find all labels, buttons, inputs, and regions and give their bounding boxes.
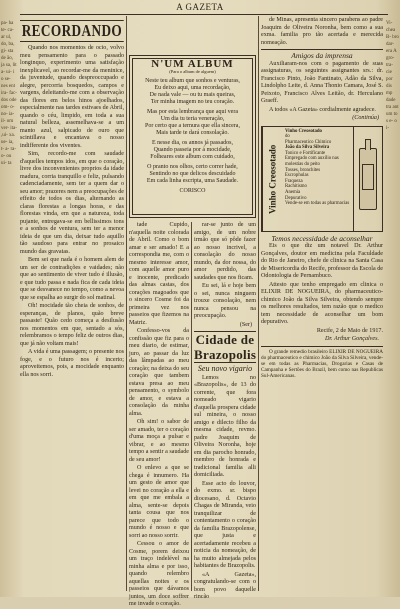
- paragraph: Cessou o amor de Cosme, porem deixou um traço indelével na minha alma e por isso, quando relembro aquellas noites e os passeios que dávamos juntos, um doce soffrer me invade o coração.: [129, 541, 189, 607]
- poem-line: Um dia tu teria veneração,: [160, 116, 225, 122]
- paragraph: rar-se junto de um amigo, de um nobre irmão que só pôde fazer ao nosso incrivel, a consolação do nosso mundo, da dor nossa, do amor perdido, das saudades que nos ficam.: [194, 222, 256, 281]
- paragraph: A vida é uma passagem; o presente nos foge, e o futuro nos é incerto; aproveitemos, pois, a mocidade enquanto ella nos sorri.: [20, 349, 124, 378]
- paragraph: de Minas, apresenta sincero parabens ao padre Joaquim de Oliveira Noronha, bem como a sua exma. familia pro tão acertada e merecida nomeação.: [261, 17, 383, 46]
- paragraph: tade Cupido, n'aquella noite colorada de Abril. Como o bom amar e ser amado! E a correspondia me, com o mesmo interesse amor, com aquelle amor puro e inocente, predicado das almas castas, dos corações magoados que o sincero Cosme foi da primeira vez nos passeios que fizemos na Matriz.: [129, 222, 189, 326]
- section-heading: Temos necessidade de aconselhar: [271, 233, 373, 243]
- poem-line: Mais tarde te dará consolação.: [156, 130, 229, 136]
- poem-signature: CORISCO: [179, 188, 206, 194]
- stanza: [135, 140, 250, 161]
- section-subheading: Seu novo vigario: [197, 364, 253, 373]
- paragraph: Attesto que tenho empregado em clinica o ELIXIR DE NOGUEIRA, do pharmaceutico-chimico João da Silva Silveira, obtendo sempre os melhores resultados, tem razão que o medico tem necessidade de aconselhar um bom depurativo.: [261, 281, 383, 325]
- right-edge-fragments: Vi- chea B- bro dar- era A gro- tra- cie por dis mp dade tra ant um to s e- o i-: [386, 21, 399, 131]
- paragraph: O enlevo a que se chega é innumero. Ha um gesto de amor que levei no coração a ella e em que me embala a alma, sente-se depois tanta cousa que nos parece que todo o mundo é nosso e que sorri ao nosso sorrir.: [129, 465, 189, 539]
- ad-line: João da Silva Silveira: [285, 145, 330, 151]
- paragraph: Esse acto do louvor, do exmo. sr. bispo diocesano, d. Octavio Chagas de Miranda, veio tranquilizar de contentamento o coração da familia Brazopolense, que justa e acertadamente recebeu a noticia da nomeação, de ha muito almejada pelos habitantes de Brazopolis.: [194, 480, 256, 569]
- paragraph: Lemos no «Brazopolis», de 13 do corrente, que fora nomeado vigario d'aquella prospera cidade sul mineira, o nosso amigo e dilecto filho da mesma cidade, revmo. padre Joaquim de Oliveira Noronha, hoje em dia parocho honrado, membro de honrada e tradicional familia alli domiciliada.: [194, 374, 256, 478]
- poem-line: Ter minha imagem no teu coração.: [150, 99, 235, 105]
- paragraph: Sim, recordo-me com saudade d'aquelles tempos idos, em que o coração, livre dos inconvenientes proprios da idade madura, corria tranquillo e feliz, pulsando cadenciadamente, sem ter a quem dar o seu amor; prazeres nem a preocupações de effeito de todos os dias, alternando as claras florestas a longas horas, e das florestas vinda, em que a natureza, toda pujante, entregava-se em bellissimos tons e a sonhos de ventura, sem ter a menor ideia de que um dia, deixar tudo aquillo tão saudoso para entrar no prosaico mundo das gravatas.: [20, 151, 124, 255]
- poem-line: Em cada linha escripta, uma Saudade.: [146, 178, 239, 184]
- ad-line: Depurativo: [285, 195, 307, 201]
- poem-subtitle: (Para o album de alguem): [169, 69, 216, 74]
- poem-line: E nesse dia, os annos já passados,: [152, 140, 233, 146]
- article-recordando: [20, 20, 124, 592]
- poem-title: N'UM ALBUM: [151, 58, 234, 70]
- poem-line: Sentindo no que delicos descuidado: [149, 171, 236, 177]
- poem-line: Eu deixo aqui, uma recordação,: [154, 85, 231, 91]
- footer-note: O grande remedio brasileiro ELIXIR DE NOGUEIRA do pharmaceutico e chimico João da Silva Silveira, vende-se em todas as Pharmacias, Drogarias e Casas de Campanha e Sertões do Brazil, bem como nas Republicas Sul-Americanas.: [261, 348, 383, 380]
- paragraph: Oh! mocidade tão cheia de sonhos, de esperanças, de planos, quão breve passaste! Quão cedo começa a desilusão nos momentos em que, sentado a sós, relembramos o tempo feliz de outros dias, que já não voltam mais!: [20, 303, 124, 347]
- paragraph: Quando nos momentos de ocio, volvo meu pensamento para o passado longinquo, experimento uma satisfação inexplicavel, ao recordar-me da meninice, da juventude, quando despreoccupado e alegre, percorria bosquedos, campos e vargens, deleitando-me com a observação das flores em belos hinos ajoelhados, especialmente nas tardes estivaes de Abril, quando o céu, limpido, em toda a sua natural belleza, assemelhava-se a um manto azul, salpicado de ouro que scintillava e encantava o nosso indifferente dos viventes.: [20, 45, 124, 149]
- ad-line: Empregado com auxilio nas molestias do peito: [285, 156, 339, 168]
- paragraph: A todos «A Gazeta» cordialmente agradece.: [269, 106, 376, 113]
- column-rule-3: [258, 16, 259, 591]
- paragraph: Eu sei, lá e hoje bem o sei, nunca ninguem trouxe consolação, nem nunca pensou na preocupação.: [194, 283, 256, 319]
- poem-line: De nada vale — ou tu mais queiras,: [149, 92, 236, 98]
- stanza: [135, 164, 250, 185]
- column-rule-1: [126, 16, 127, 591]
- ad-text: [283, 127, 353, 231]
- poem-box: [129, 55, 256, 218]
- paragraph: Confesso-vos da confissão que fiz para o meu diario, de estimar, juro, ao passar da luz das lâmpadas ao meu coração; na deixa do seu coração que tambem estava presa ao meu pensamento, o symbolo de amor, e estava a consolação da minha alma.: [129, 328, 189, 417]
- stanza: [135, 109, 250, 137]
- article-heading: RECORDANDO: [21, 21, 123, 40]
- ad-line: Tosses, bronchites: [285, 167, 321, 173]
- divider: [261, 346, 383, 347]
- article-continued: [129, 222, 189, 607]
- poem-line: Por certo que a ternura que ella sincera,: [145, 123, 240, 129]
- section-heading: Cidade de Brazopolis: [194, 332, 257, 362]
- column-rule-2: [191, 222, 192, 591]
- ad-brand-vertical: Vinho Creosotado: [262, 127, 283, 231]
- paragraph: «A Gazeta», congratulando-se com o bom povo daquelle rincão: [194, 571, 256, 600]
- ad-line: Anemia: [285, 190, 301, 196]
- masthead: A GAZETA: [176, 2, 224, 12]
- paragraph: Oh sim! o sabor de ser amado, ter o coração d'uma moça a pulsar e vibrar, e ao mesmo tempo a sentir a saudade de seu amor!: [129, 419, 189, 463]
- ad-line: Tonico e Fortificante: [285, 150, 326, 156]
- poem-line: Neste teu album que sonhos e venturas,: [145, 78, 240, 84]
- ad-line: Vinho Creosotado: [285, 128, 322, 134]
- ad-line: Escrophulas: [285, 173, 309, 179]
- poem-line: Quando passeia por á mocidade,: [153, 147, 232, 153]
- poem-body: [135, 78, 250, 195]
- divider: [261, 49, 383, 50]
- ad-line: Vende-se em todas as pharmacias: [285, 201, 350, 207]
- doctor-signature: Dr. Arthur Gonçalves.: [324, 336, 379, 342]
- poem-line: O pranto nos olhos, certo correr hade,: [147, 164, 238, 170]
- paragraph: Bem sei que nada é o homem alem de um ser de contradições e vaidades; não que ao sentimento de viver tudo é illusão, e que tudo passa e nada fica de cada ideia que se desvanece no tempo, como a nevoa que se espalha ao surgir do sol matinal.: [20, 257, 124, 301]
- paragraph: Eis o que diz um notavel Dr. Arthur Gonçalves, doutor em medicina pela Faculdade do Rio de Janeiro, chefe de clinica na Santa Casa de Misericordia do Recife, professor da Escola de Odontologia de Pernambuco.: [261, 243, 383, 279]
- ad-line: Rachitismo: [285, 184, 307, 190]
- paragraph: Recife, 2 de Maio de 1917.: [316, 327, 383, 334]
- ad-line: Fraqueza: [285, 178, 303, 184]
- article-signature: (Ser): [239, 321, 252, 328]
- continued-note: (Continúa): [352, 115, 379, 121]
- section-heading: Amigos da imprensa: [291, 51, 353, 60]
- ad-line: do: [285, 134, 290, 140]
- poem-line: Mas por esta lembrança que aqui vera: [147, 109, 238, 115]
- stanza: [135, 78, 250, 106]
- ad-line: Pharmaceutico Chimico: [285, 139, 332, 145]
- column-three: [194, 222, 257, 600]
- poem-line: Folheares este album com cuidado,: [150, 154, 235, 160]
- column-four: [261, 17, 383, 592]
- bottle-icon: [359, 148, 377, 210]
- top-rule: [20, 14, 388, 15]
- paragraph: Auxiliaram-nos com o pagamento de suas assignaturas, os seguintes assignantes srs.: dr. Francisco Pinto, João Fantinato, Adão da Silva, Lindolpho Leite, d. Anna Thonio Camara, José S. Peixoto, Francisco Alves Leitão, dr. Herculano Graeff.: [261, 60, 383, 104]
- advertisement-box: [261, 126, 383, 232]
- left-edge-fragments: pa- ha te- ca- ar ul, do, ba, gi- sta de ão, ja sa, lit a- ui- i o se- nes ent ira- fac- dos ode om- o- no- ia- il- om ver- ita- ,ui- xa. ue- ia, t- a- ra- o- ou ui- ta: [1, 21, 17, 166]
- bottle-illustration: [353, 127, 382, 231]
